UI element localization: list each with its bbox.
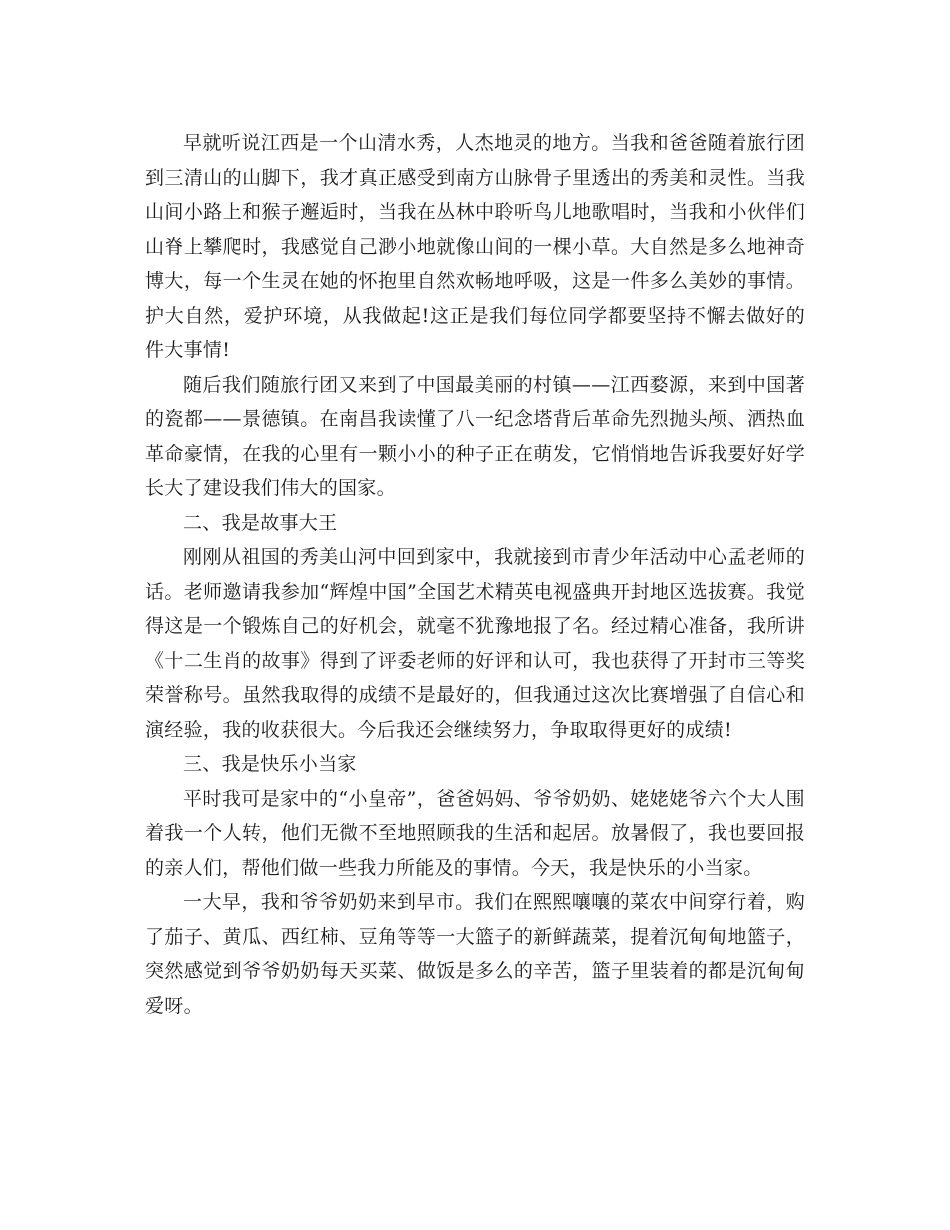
text-line: 《十二生肖的故事》得到了评委老师的好评和认可，我也获得了开封市三等奖 (145, 649, 805, 672)
document-body (145, 126, 805, 1023)
text-line: 的亲人们，帮他们做一些我力所能及的事情。今天，我是快乐的小当家。 (145, 856, 763, 879)
paragraph (145, 885, 805, 1023)
text-line: 演经验，我的收获很大。今后我还会继续努力，争取取得更好的成绩! (145, 718, 732, 741)
text-line: 一大早，我和爷爷奶奶来到早市。我们在熙熙嚷嚷的菜农中间穿行着，购 (183, 891, 805, 913)
text-line: 话。老师邀请我参加“辉煌中国”全国艺术精英电视盛典开封地区选拔赛。我觉 (145, 580, 805, 603)
text-line: 革命豪情，在我的心里有一颗小小的种子正在萌发，它悄悄地告诉我要好好学 (145, 442, 805, 465)
text-line: 随后我们随旅行团又来到了中国最美丽的村镇——江西婺源，来到中国著 (183, 373, 805, 396)
text-line: 突然感觉到爷爷奶奶每天买菜、做饭是多么的辛苦，篮子里装着的都是沉甸甸 (145, 960, 805, 982)
section-heading-text: 三、我是快乐小当家 (183, 753, 357, 775)
section-heading-text: 二、我是故事大王 (183, 511, 338, 534)
text-line: 山间小路上和猴子邂逅时，当我在丛林中聆听鸟儿地歌唱时，当我和小伙伴们 (145, 201, 805, 223)
text-line: 到三清山的山脚下，我才真正感受到南方山脉骨子里透出的秀美和灵性。当我 (145, 166, 805, 189)
paragraph (145, 126, 805, 368)
text-line: 的瓷都——景德镇。在南昌我读懂了八一纪念塔背后革命先烈抛头颅、洒热血 (145, 408, 805, 430)
text-line: 平时我可是家中的“小皇帝”，爸爸妈妈、爷爷奶奶、姥姥姥爷六个大人围 (183, 787, 805, 810)
text-line: 博大，每一个生灵在她的怀抱里自然欢畅地呼吸，这是一件多么美妙的事情。 (145, 270, 805, 292)
text-line: 了茄子、黄瓜、西红柿、豆角等等一大篮子的新鲜蔬菜，提着沉甸甸地篮子， (145, 925, 805, 948)
text-line: 得这是一个锻炼自己的好机会，就毫不犹豫地报了名。经过精心准备，我所讲 (145, 615, 805, 637)
text-line: 件大事情! (145, 339, 231, 361)
section-heading (145, 747, 805, 782)
text-line: 长大了建设我们伟大的国家。 (145, 477, 396, 499)
text-line: 荣誉称号。虽然我取得的成绩不是最好的，但我通过这次比赛增强了自信心和 (145, 684, 805, 706)
paragraph (145, 368, 805, 506)
section-heading (145, 506, 805, 541)
text-line: 山脊上攀爬时，我感觉自己渺小地就像山间的一棵小草。大自然是多么地神奇 (145, 235, 805, 258)
text-line: 着我一个人转，他们无微不至地照顾我的生活和起居。放暑假了，我也要回报 (145, 822, 805, 844)
paragraph (145, 540, 805, 747)
paragraph (145, 782, 805, 886)
text-line: 爱呀。 (145, 994, 203, 1017)
text-line: 刚刚从祖国的秀美山河中回到家中，我就接到市青少年活动中心孟老师的 (183, 546, 805, 568)
text-line: 护大自然，爱护环境，从我做起!这正是我们每位同学都要坚持不懈去做好的 (145, 304, 805, 327)
text-line: 早就听说江西是一个山清水秀，人杰地灵的地方。当我和爸爸随着旅行团 (183, 132, 805, 154)
